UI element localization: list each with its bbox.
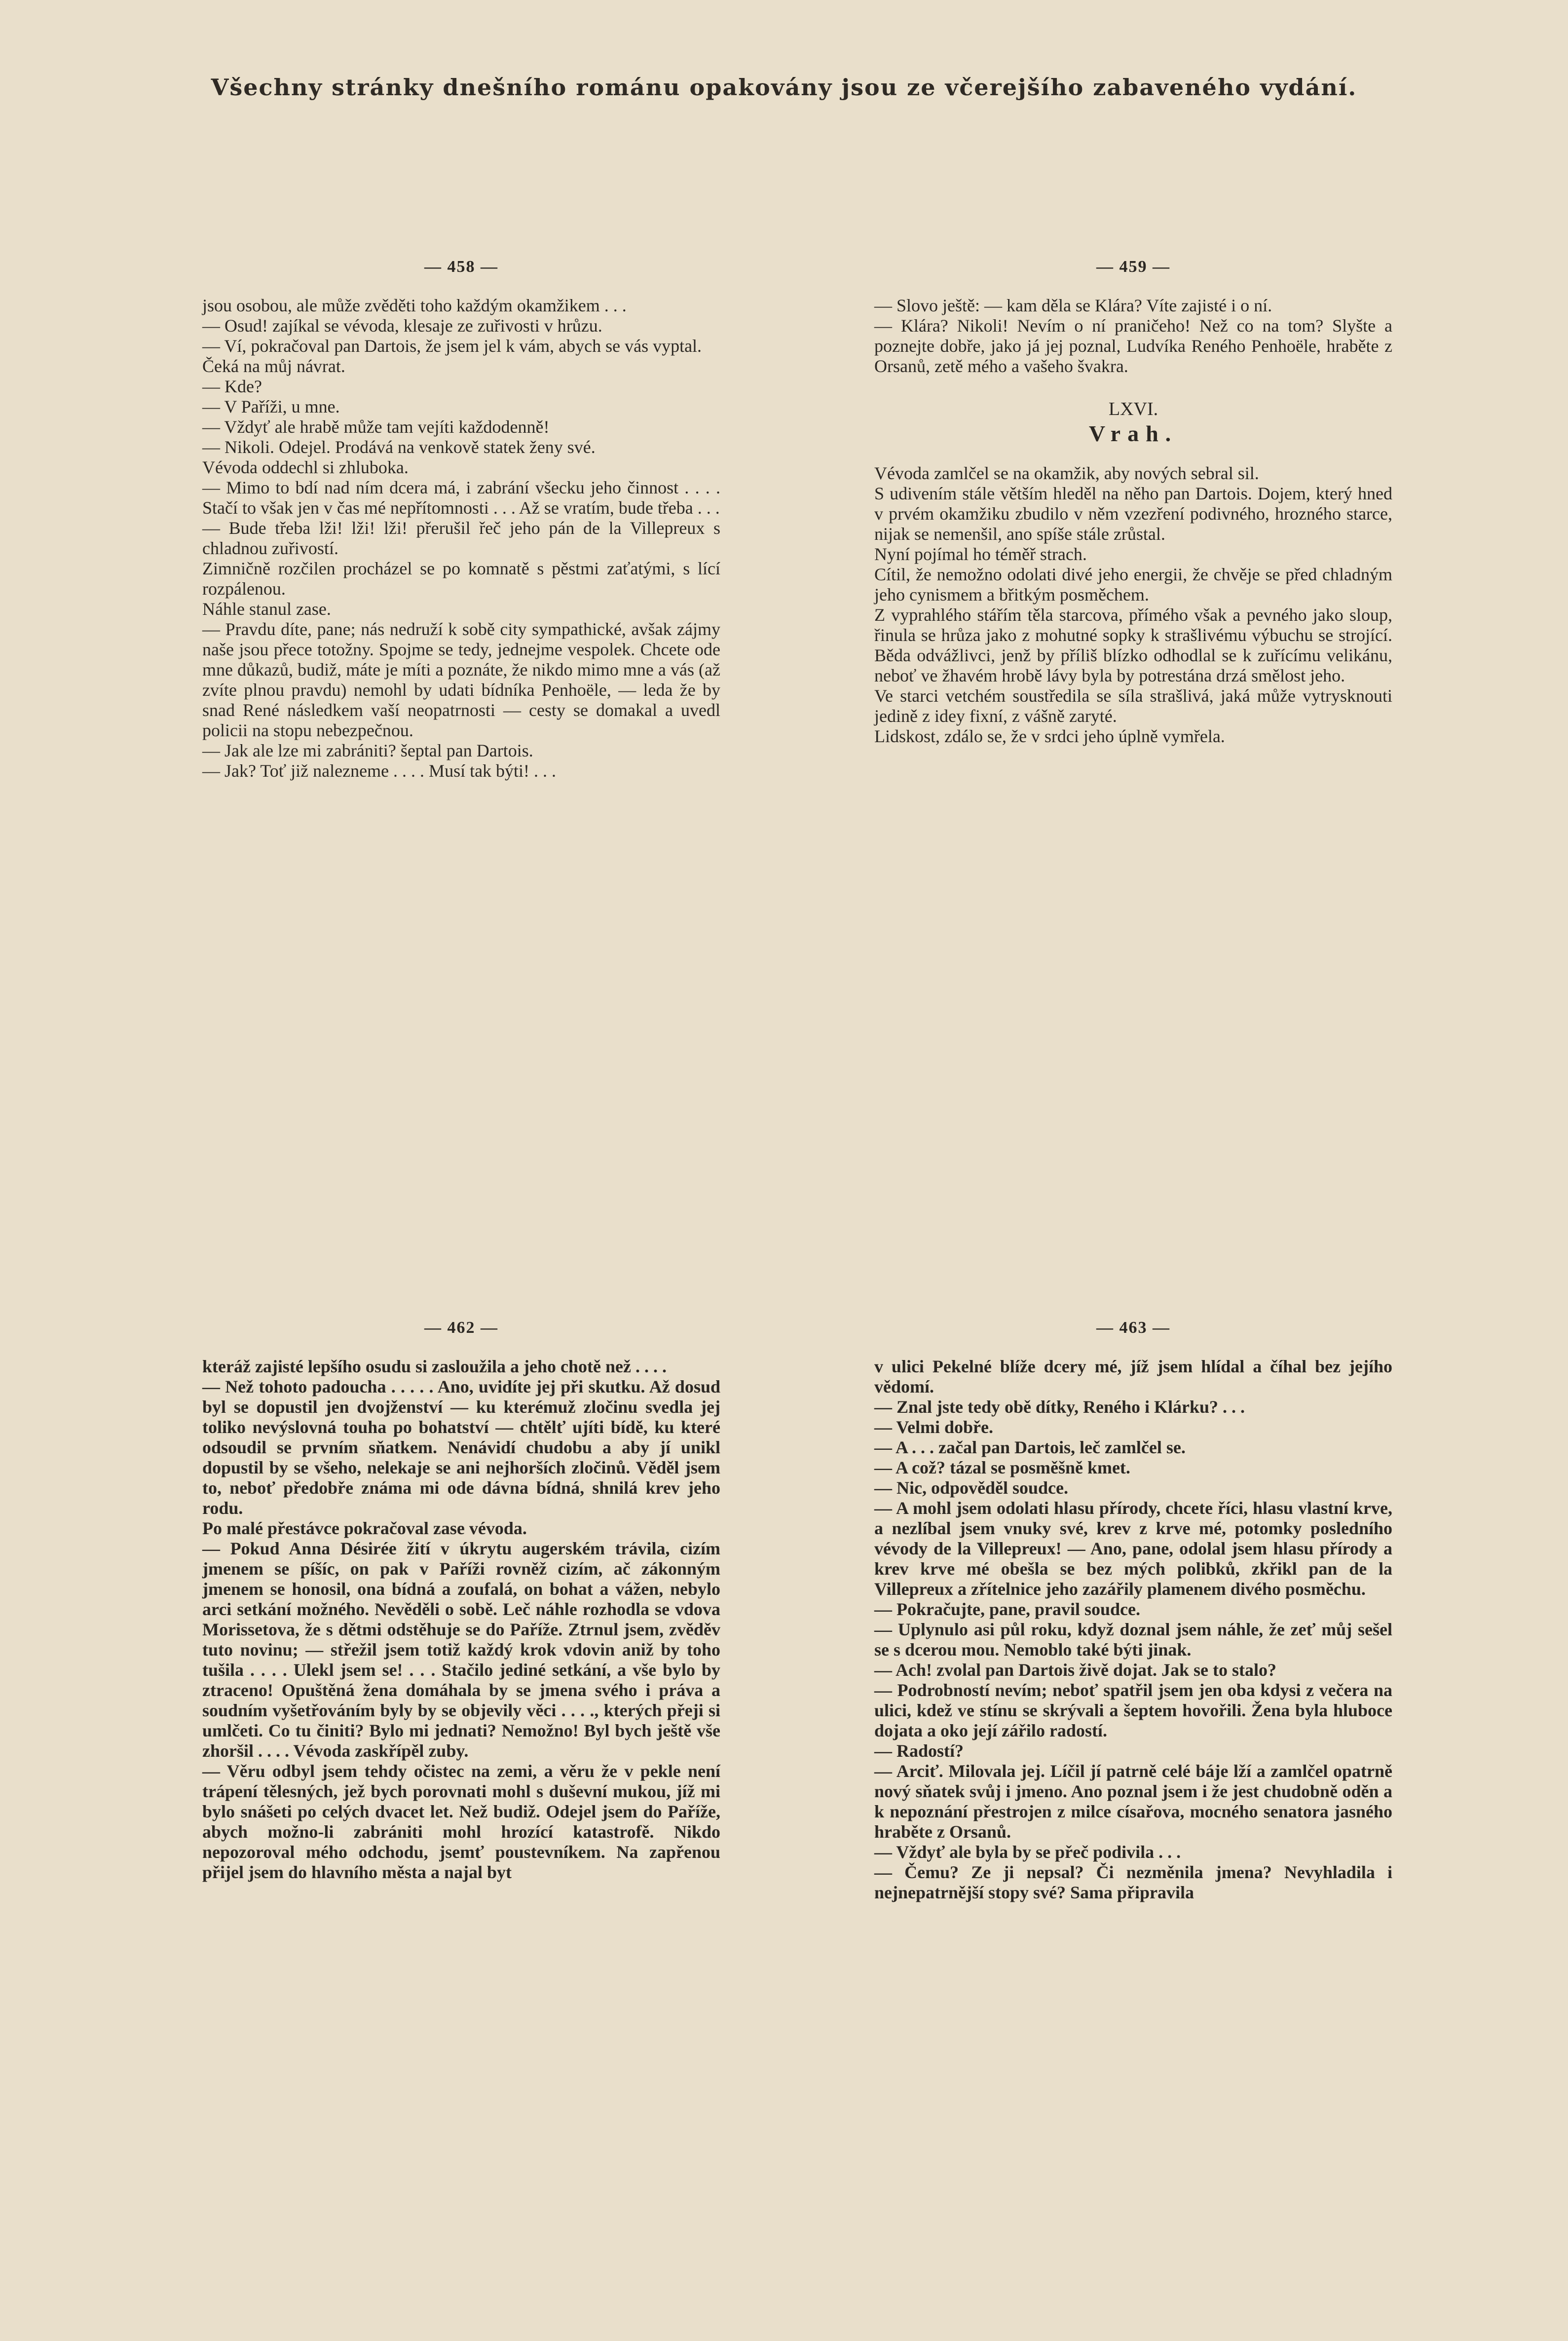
paragraph: — Nikoli. Odejel. Prodává na venkově statek ženy své. bbox=[202, 437, 596, 457]
paragraph: — Bude třeba lži! lži! lži! přerušil řeč jeho pán de la Villepreux s chladnou zuřivostí. bbox=[202, 518, 720, 558]
page-463-column bbox=[874, 1318, 1392, 1903]
paragraph: v ulici Pekelné blíže dcery mé, jíž jsem hlídal a číhal bez jejího vědomí. bbox=[874, 1357, 1392, 1397]
paragraph: — Pokračujte, pane, pravil soudce. bbox=[874, 1599, 1140, 1619]
paragraph: — Uplynulo asi půl roku, když doznal jsem náhle, že zeť můj sešel se s dcerou mou. Nemoblo také býti jinak. bbox=[874, 1620, 1392, 1660]
paragraph: — Slovo ještě: — kam děla se Klára? Víte zajisté i o ní. bbox=[874, 296, 1272, 315]
page-text-after-chapter bbox=[874, 463, 1392, 747]
paragraph: — Jak ale lze mi zabrániti? šeptal pan Dartois. bbox=[202, 741, 533, 760]
paragraph: Čeká na můj návrat. bbox=[202, 356, 345, 376]
paragraph: — Mimo to bdí nad ním dcera má, i zabrání všecku jeho činnost . . . . Stačí to však jen v čas mé nepřítomnosti . . . Až se vratím, bude třeba . . . bbox=[202, 478, 720, 518]
paragraph: Vévoda zamlčel se na okamžik, aby nových sebral sil. bbox=[874, 463, 1259, 483]
paragraph: — Pravdu díte, pane; nás nedruží k sobě city sympathické, avšak zájmy naše jsou přece totožny. Spojme se tedy, jednejme vespolek. Chcete ode mne důkazů, budiž, máte je míti a poznáte, že nikdo mimo mne a vás (až zvíte plnou pravdu) nemohl by udati bídníka Penhoële, — leda že by snad René následkem vaší neopatrnosti — cesty se domakal a uvedl policii na stopu nebezpečnou. bbox=[202, 619, 720, 740]
paragraph: — Arciť. Milovala jej. Líčil jí patrně celé báje lží a zamlčel opatrně nový sňatek svůj i jmeno. Ano poznal jsem i že jest chudobně oděn a k nepoznání přestrojen z milce císařova, mocného senatora jasného hraběte z Orsanů. bbox=[874, 1761, 1392, 1842]
chapter-number: LXVI. bbox=[1108, 399, 1158, 419]
page-text bbox=[874, 296, 1392, 377]
paragraph: — A mohl jsem odolati hlasu přírody, chcete říci, hlasu vlastní krve, a nezlíbal jsem vnuky své, krev z krve mé, potomky posledního vévody de la Villepreux! — Ano, pane, odolal jsem hlasu přírody a krev krve mé obešla se bez mých polibků, zkřikl pan de la Villepreux a zřítelnice jeho zazářily plamenem divého posměchu. bbox=[874, 1498, 1392, 1599]
page-text bbox=[202, 1357, 720, 1883]
paragraph: — Pokud Anna Désirée žití v úkrytu augerském trávila, cizím jmenem se píšíc, on pak v Paříži rovněž cizím, ač zákonným jmenem se honosil, ona bídná a zoufalá, on bohat a vážen, nebylo arci setkání možného. Nevěděli o sobě. Leč náhle rozhodla se vdova Morissetova, že s dětmi odstěhuje se do Paříže. Ztrnul jsem, zvěděv tuto novinu; — střežil jsem totiž každý krok vdovin aniž by toho tušila . . . . Ulekl jsem se! . . . Stačilo jediné setkání, a vše bylo by ztraceno! Opuštěná žena domáhala by se jmena svého i práva a soudním vyšetřováním byly by se objevily věci . . . ., kterých přeji si umlčeti. Co tu činiti? Bylo mi jednati? Nemožno! Byl bych ještě vše zhoršil . . . . Vévoda zaskřípěl zuby. bbox=[202, 1539, 720, 1761]
paragraph: — Kde? bbox=[202, 377, 262, 396]
paragraph: Zimničně rozčilen procházel se po komnatě s pěstmi zaťatými, s lící rozpálenou. bbox=[202, 559, 720, 599]
page-459-column bbox=[874, 257, 1392, 747]
paragraph: — A což? tázal se posměšně kmet. bbox=[874, 1458, 1130, 1477]
paragraph: — Jak? Toť již nalezneme . . . . Musí tak býti! . . . bbox=[202, 761, 557, 781]
page-number: — 463 — bbox=[1096, 1319, 1170, 1337]
paragraph: — Věru odbyl jsem tehdy očistec na zemi, a věru že v pekle není trápení tělesných, jež bych porovnati mohl s duševní mukou, jíž mi bylo snášeti po celých dvacet let. Než budiž. Odejel jsem do Paříže, abych možno-li zabrániti mohl hrozící katastrofě. Nikdo nepozoroval mého odchodu, jsemť poustevníkem. Na zapřenou přijel jsem do hlavního města a najal byt bbox=[202, 1761, 720, 1882]
paragraph: — Než tohoto padoucha . . . . . Ano, uvidíte jej při skutku. Až dosud byl se dopustil jen dvojženství — ku kterémuž zločinu svedla jej toliko nevýslovná touha po bohatství — chtělť ujíti bídě, ku které odsoudil se prvním sňatkem. Nenávidí chudobu a aby jí unikl dopustil by se všeho, nelekaje se ani nejhorších zločinů. Věděl jsem to, neboť předobře známa mi ode dávna bídná, shnilá krev jeho rodu. bbox=[202, 1377, 720, 1518]
paragraph: kteráž zajisté lepšího osudu si zasloužila a jeho chotě než . . . . bbox=[202, 1357, 667, 1376]
paragraph: jsou osobou, ale může zvěděti toho každým okamžikem . . . bbox=[202, 296, 627, 315]
paragraph: — Čemu? Ze ji nepsal? Či nezměnila jmena? Nevyhladila i nejnepatrnější stopy své? Sama připravila bbox=[874, 1862, 1392, 1902]
paragraph: Ve starci vetchém soustředila se síla strašlivá, jaká může vytrysknouti jedině z idey fixní, z vášně zaryté. bbox=[874, 686, 1392, 726]
paragraph: — Vždyť ale byla by se přeč podivila . . . bbox=[874, 1842, 1181, 1862]
paragraph: — Osud! zajíkal se vévoda, klesaje ze zuřivosti v hrůzu. bbox=[202, 316, 602, 336]
page-number: — 458 — bbox=[424, 258, 498, 276]
paragraph: — Vždyť ale hrabě může tam vejíti každodenně! bbox=[202, 417, 550, 437]
page-462-column bbox=[202, 1318, 720, 1883]
page-text bbox=[202, 296, 720, 781]
page-number: — 459 — bbox=[1096, 258, 1170, 276]
chapter-title: Vrah. bbox=[1088, 421, 1178, 446]
paragraph: Lidskost, zdálo se, že v srdci jeho úplně vymřela. bbox=[874, 726, 1225, 746]
paragraph: Po malé přestávce pokračoval zase vévoda. bbox=[202, 1518, 527, 1538]
page-text bbox=[874, 1357, 1392, 1903]
paragraph: Nyní pojímal ho téměř strach. bbox=[874, 544, 1087, 564]
paragraph: — Nic, odpověděl soudce. bbox=[874, 1478, 1069, 1498]
paragraph: — Ach! zvolal pan Dartois živě dojat. Jak se to stalo? bbox=[874, 1660, 1276, 1680]
page-458-column bbox=[202, 257, 720, 781]
paragraph: — Podrobností nevím; neboť spatřil jsem jen oba kdysi z večera na ulici, kdež ve stínu se skrývali a šeptem hovořili. Žena byla hluboce dojata a oko její zářilo radostí. bbox=[874, 1680, 1392, 1740]
paragraph: — V Paříži, u mne. bbox=[202, 397, 340, 416]
paragraph: — Klára? Nikoli! Nevím o ní praničeho! Než co na tom? Slyšte a poznejte dobře, jako já jej poznal, Ludvíka Reného Penhoële, hraběte z Orsanů, zetě mého a vašeho švakra. bbox=[874, 316, 1392, 376]
paragraph: S udivením stále větším hleděl na něho pan Dartois. Dojem, který hned v prvém okamžiku zbudilo v něm vzezření podivného, hrozného starce, nijak se nemenšil, ano spíše stále zrůstal. bbox=[874, 484, 1392, 544]
page-number: — 462 — bbox=[424, 1319, 498, 1337]
paragraph: Náhle stanul zase. bbox=[202, 599, 331, 619]
paragraph: — A . . . začal pan Dartois, leč zamlčel se. bbox=[874, 1437, 1186, 1457]
paragraph: Vévoda oddechl si zhluboka. bbox=[202, 457, 409, 477]
paragraph: Z vyprahlého stářím těla starcova, přímého však a pevného jako sloup, řinula se hrůza jako z mohutné sopky k strašlivému výbuchu se strojící. Běda odvážlivci, jenž by příliš blízko odhodlal se k zuřícímu velikánu, neboť ve žhavém hrobě lávy byla by potrestána drzá smělost jeho. bbox=[874, 605, 1392, 685]
paragraph: — Ví, pokračoval pan Dartois, že jsem jel k vám, abych se vás vyptal. bbox=[202, 336, 702, 356]
paragraph: — Velmi dobře. bbox=[874, 1417, 994, 1437]
paragraph: — Radostí? bbox=[874, 1741, 964, 1761]
page-banner: Všechny stránky dnešního románu opakovány jsou ze včerejšího zabaveného vydání. bbox=[211, 74, 1357, 101]
paragraph: — Znal jste tedy obě dítky, Reného i Klárku? . . . bbox=[874, 1397, 1245, 1417]
paragraph: Cítil, že nemožno odolati divé jeho energii, že chvěje se před chladným jeho cynismem a břitkým posměchem. bbox=[874, 565, 1392, 604]
